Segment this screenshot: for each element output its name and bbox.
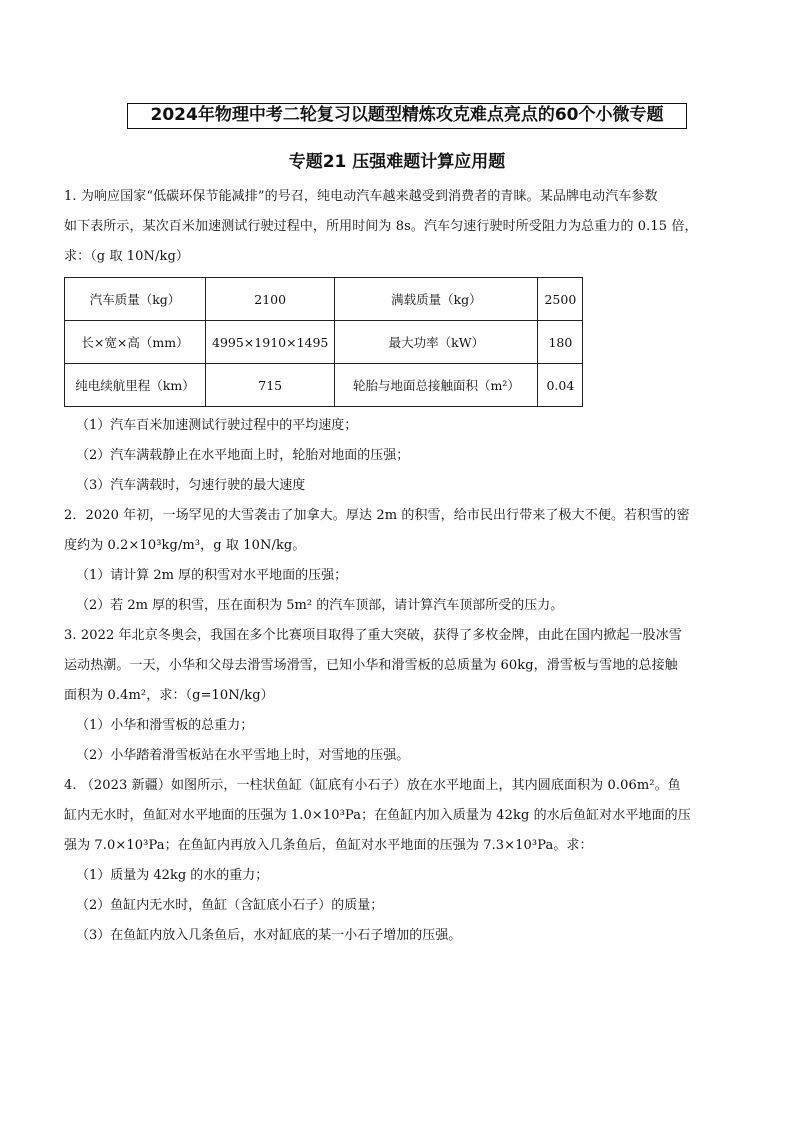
q4-sub-2: （2）鱼缸内无水时，鱼缸（含缸底小石子）的质量； (76, 898, 384, 913)
question-2 (64, 501, 732, 621)
question-4 (64, 771, 732, 951)
q3-sub-1: （1）小华和滑雪板的总重力； (76, 718, 254, 733)
table-cell: 长×宽×高（mm） (65, 321, 206, 364)
car-spec-table (64, 277, 583, 407)
q4-sub-1: （1）质量为 42kg 的水的重力； (76, 868, 269, 883)
table-cell: 纯电续航里程（km） (65, 364, 206, 407)
table-cell: 715 (206, 364, 335, 407)
q2-intro-line-1: 2．2020 年初，一场罕见的大雪袭击了加拿大。厚达 2m 的积雪，给市民出行带来了极大不便。若积雪的密 (64, 508, 690, 523)
table-cell: 2100 (206, 278, 335, 321)
table-cell: 180 (538, 321, 583, 364)
q2-sub-2: （2）若 2m 厚的积雪，压在面积为 5m² 的汽车顶部，请计算汽车顶部所受的压力。 (76, 598, 564, 613)
q3-intro-line-3: 面积为 0.4m²，求：（g=10N/kg） (64, 688, 274, 703)
q1-intro-line-2: 如下表所示，某次百米加速测试行驶过程中，所用时间为 8s。汽车匀速行驶时所受阻力为总重力的 0.15 倍， (64, 219, 698, 234)
question-list (64, 182, 732, 951)
q1-sub-3: （3）汽车满载时，匀速行驶的最大速度 (76, 478, 306, 493)
q4-intro-line-3: 强为 7.0×10³Pa；在鱼缸内再放入几条鱼后，鱼缸对水平地面的压强为 7.3×10³Pa。求： (64, 838, 593, 853)
table-row (65, 321, 583, 364)
q1-sub-1: （1）汽车百米加速测试行驶过程中的平均速度； (76, 418, 358, 433)
q3-sub-2: （2）小华踏着滑雪板站在水平雪地上时，对雪地的压强。 (76, 748, 410, 763)
q3-intro-line-1: 3. 2022 年北京冬奥会，我国在多个比赛项目取得了重大突破，获得了多枚金牌，由此在国内掀起一股冰雪 (64, 628, 682, 643)
q2-intro-line-2: 度约为 0.2×10³kg/m³，g 取 10N/kg。 (64, 538, 306, 553)
q2-sub-1: （1）请计算 2m 厚的积雪对水平地面的压强； (76, 568, 348, 583)
question-3 (64, 621, 732, 771)
q4-sub-3: （3）在鱼缸内放入几条鱼后，水对缸底的某一小石子增加的压强。 (76, 928, 462, 943)
q4-intro-line-2: 缸内无水时，鱼缸对水平地面的压强为 1.0×10³Pa；在鱼缸内加入质量为 42kg 的水后鱼缸对水平地面的压 (64, 808, 691, 823)
table-cell: 2500 (538, 278, 583, 321)
series-title: 2024年物理中考二轮复习以题型精炼攻克难点亮点的60个小微专题 (127, 103, 687, 129)
table-cell: 满载质量（kg） (335, 278, 538, 321)
table-cell: 汽车质量（kg） (65, 278, 206, 321)
q3-intro-line-2: 运动热潮。一天，小华和父母去滑雪场滑雪，已知小华和滑雪板的总质量为 60kg，滑雪板与雪地的总接触 (64, 658, 678, 673)
table-cell: 最大功率（kW） (335, 321, 538, 364)
q1-sub-2: （2）汽车满载静止在水平地面上时，轮胎对地面的压强； (76, 448, 410, 463)
question-1 (64, 182, 732, 501)
table-row (65, 278, 583, 321)
topic-title: 专题21 压强难题计算应用题 (288, 152, 506, 172)
table-cell: 轮胎与地面总接触面积（m²） (335, 364, 538, 407)
q4-intro-line-1: 4. （2023 新疆）如图所示，一柱状鱼缸（缸底有小石子）放在水平地面上，其内圆底面积为 0.06m²。鱼 (64, 778, 681, 793)
table-row (65, 364, 583, 407)
table-cell: 4995×1910×1495 (206, 321, 335, 364)
q1-intro-line-3: 求：（g 取 10N/kg） (64, 249, 189, 264)
table-cell: 0.04 (538, 364, 583, 407)
q1-intro-line-1: 1. 为响应国家“低碳环保节能减排”的号召，纯电动汽车越来越受到消费者的青睐。某品牌电动汽车参数 (64, 189, 658, 204)
